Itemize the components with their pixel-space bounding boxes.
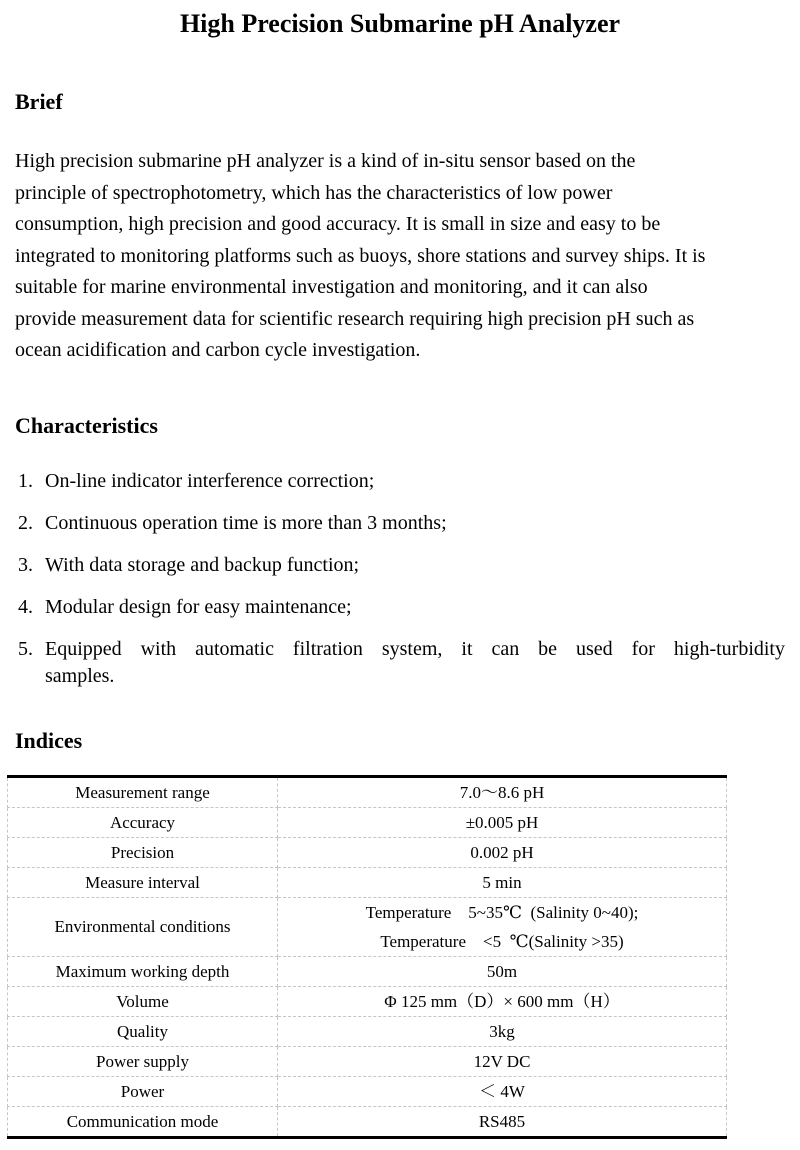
indices-table [7, 775, 727, 1139]
spec-label-cell: Power [8, 1076, 278, 1106]
spec-label-cell: Communication mode [8, 1106, 278, 1137]
table-row [8, 956, 727, 986]
spec-value-line: 50m [486, 961, 518, 981]
spec-value-cell [278, 1046, 727, 1076]
spec-value-cell [278, 1106, 727, 1137]
table-row [8, 1106, 727, 1137]
brief-paragraph [15, 146, 785, 367]
characteristics-heading: Characteristics [15, 412, 158, 438]
list-item-line: Modular design for easy maintenance; [45, 595, 352, 618]
list-item-number: 3. [18, 553, 33, 576]
spec-label-cell: Accuracy [8, 807, 278, 837]
spec-value-line: 12V DC [473, 1051, 531, 1071]
list-item [15, 552, 785, 579]
table-row [8, 986, 727, 1016]
spec-value-line: Temperature 5~35℃ (Salinity 0~40); [365, 902, 639, 922]
list-item-text [45, 468, 785, 495]
paragraph-line: ocean acidification and carbon cycle investigation. [15, 339, 421, 361]
spec-value-cell [278, 776, 727, 807]
spec-label-cell: Environmental conditions [8, 897, 278, 956]
spec-label-cell: Power supply [8, 1046, 278, 1076]
spec-value-cell [278, 897, 727, 956]
list-item-number: 1. [18, 469, 33, 492]
table-row [8, 867, 727, 897]
spec-value-line: 7.0～8.6 pH [459, 782, 545, 802]
spec-label-cell: Quality [8, 1016, 278, 1046]
spec-value-line: Φ 125 mm（D）× 600 mm（H） [384, 991, 620, 1011]
list-item-line: samples. [45, 664, 115, 687]
spec-value-line: ±0.005 pH [465, 812, 539, 832]
list-item-text [45, 594, 785, 621]
spec-value-cell [278, 807, 727, 837]
spec-value-cell [278, 867, 727, 897]
list-item-line: Continuous operation time is more than 3 months; [45, 511, 447, 534]
spec-value-line: 3kg [489, 1021, 515, 1041]
list-item-line: With data storage and backup function; [45, 553, 360, 576]
paragraph-line: provide measurement data for scientific research requiring high precision pH such as [15, 307, 695, 330]
list-item-line: On-line indicator interference correction; [45, 469, 375, 492]
spec-value-cell [278, 1076, 727, 1106]
spec-label-cell: Measurement range [8, 776, 278, 807]
list-item [15, 510, 785, 537]
paragraph-line: principle of spectrophotometry, which has the characteristics of low power [15, 181, 613, 204]
spec-value-cell [278, 956, 727, 986]
spec-value-line: Temperature <5 ℃(Salinity >35) [380, 931, 624, 951]
table-row [8, 897, 727, 956]
paragraph-line: suitable for marine environmental investigation and monitoring, and it can also [15, 276, 648, 298]
document-page [0, 9, 800, 1150]
list-item [15, 594, 785, 621]
spec-value-cell [278, 1016, 727, 1046]
spec-label-cell: Volume [8, 986, 278, 1016]
table-row [8, 1046, 727, 1076]
characteristics-list [15, 468, 785, 690]
spec-value-line: ＜ 4W [479, 1081, 525, 1101]
list-item-text [45, 636, 785, 690]
list-item [15, 468, 785, 495]
indices-heading: Indices [15, 727, 83, 753]
spec-value-cell [278, 986, 727, 1016]
table-row [8, 807, 727, 837]
table-row [8, 837, 727, 867]
paragraph-line: High precision submarine pH analyzer is a kind of in-situ sensor based on the [15, 150, 636, 172]
list-item-line: Equipped with automatic filtration system, it can be used for high-turbidity [45, 637, 785, 660]
table-row [8, 1076, 727, 1106]
table-row [8, 1016, 727, 1046]
spec-value-line: 0.002 pH [470, 842, 534, 862]
list-item-number: 5. [18, 637, 33, 660]
table-row [8, 776, 727, 807]
document-title: High Precision Submarine pH Analyzer [179, 9, 621, 38]
paragraph-line: integrated to monitoring platforms such as buoys, shore stations and survey ships. It is [15, 244, 706, 267]
paragraph-line: consumption, high precision and good accuracy. It is small in size and easy to be [15, 213, 661, 235]
brief-heading: Brief [15, 89, 63, 114]
list-item-text [45, 510, 785, 537]
list-item-text [45, 552, 785, 579]
list-item-number: 4. [18, 595, 33, 618]
spec-value-cell [278, 837, 727, 867]
spec-value-line: 5 min [482, 872, 522, 892]
list-item-number: 2. [18, 511, 33, 534]
list-item [15, 636, 785, 690]
spec-label-cell: Precision [8, 837, 278, 867]
spec-label-cell: Maximum working depth [8, 956, 278, 986]
spec-label-cell: Measure interval [8, 867, 278, 897]
spec-value-line: RS485 [478, 1111, 526, 1131]
